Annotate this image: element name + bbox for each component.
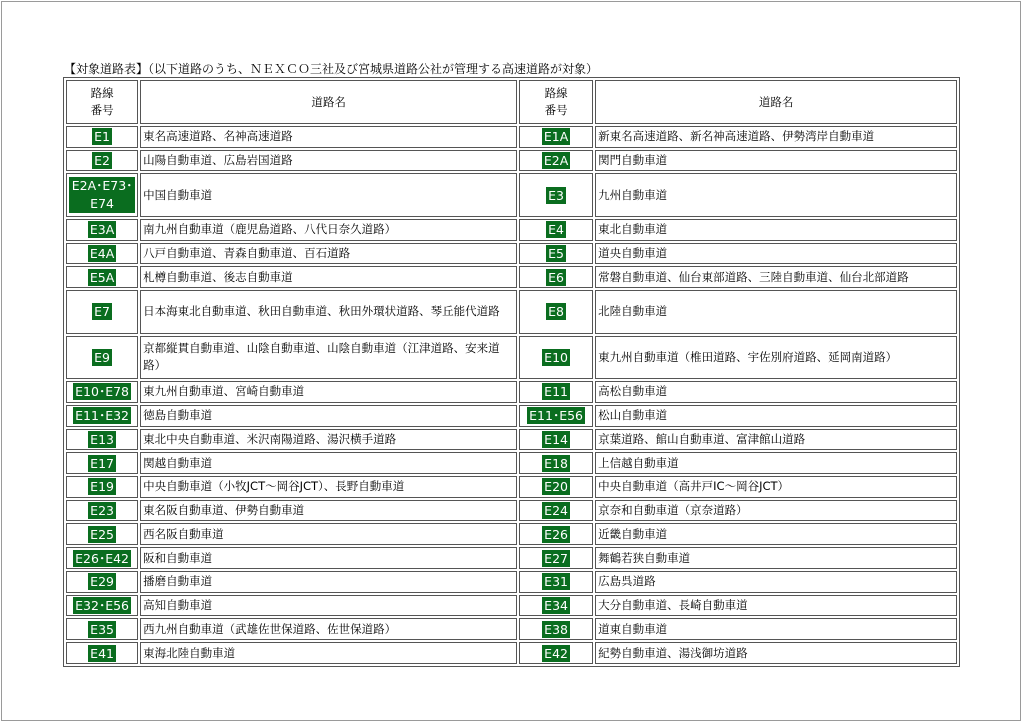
route-badge: E5	[548, 246, 564, 262]
road-name-cell: 道央自動車道	[595, 243, 957, 265]
route-number-cell	[66, 429, 138, 451]
road-name-cell: 近畿自動車道	[595, 523, 957, 545]
table-row	[66, 381, 957, 403]
route-number-cell	[519, 500, 593, 522]
road-name-cell: 紀勢自動車道、湯浅御坊道路	[595, 642, 957, 664]
road-name-cell: 道東自動車道	[595, 618, 957, 640]
table-row	[66, 618, 957, 640]
route-badge: E11	[544, 384, 568, 400]
route-badge: E6	[548, 269, 564, 285]
route-badge: E2A･E73･E74	[69, 177, 135, 213]
road-name-cell: 東名阪自動車道、伊勢自動車道	[140, 500, 517, 522]
road-name-cell: 札樽自動車道、後志自動車道	[140, 266, 517, 288]
table-row	[66, 243, 957, 265]
route-number-cell	[66, 126, 138, 148]
route-number-cell	[519, 642, 593, 664]
table-row	[66, 150, 957, 172]
document-page	[1, 1, 1021, 721]
route-number-cell	[519, 381, 593, 403]
route-badge: E34	[544, 598, 568, 614]
road-name-header: 道路名	[140, 80, 517, 124]
road-name-cell: 高松自動車道	[595, 381, 957, 403]
route-badge: E41	[90, 645, 114, 661]
table-row	[66, 336, 957, 379]
road-name-cell: 高知自動車道	[140, 595, 517, 617]
route-number-cell	[66, 571, 138, 593]
route-number-cell	[519, 150, 593, 172]
route-badge: E32･E56	[75, 598, 129, 614]
route-number-cell	[519, 336, 593, 379]
route-number-cell	[519, 219, 593, 241]
table-row	[66, 173, 957, 216]
route-number-cell	[66, 452, 138, 474]
route-badge: E19	[90, 479, 114, 495]
table-header-row	[66, 80, 957, 124]
road-name-cell: 新東名高速道路、新名神高速道路、伊勢湾岸自動車道	[595, 126, 957, 148]
route-number-cell	[66, 500, 138, 522]
route-number-cell	[519, 290, 593, 333]
road-name-cell: 関門自動車道	[595, 150, 957, 172]
road-name-cell: 山陽自動車道、広島岩国道路	[140, 150, 517, 172]
route-badge: E20	[544, 479, 568, 495]
route-badge: E3A	[89, 222, 115, 238]
route-badge: E13	[90, 431, 114, 447]
road-name-cell: 八戸自動車道、青森自動車道、百石道路	[140, 243, 517, 265]
route-badge: E5A	[89, 269, 115, 285]
road-name-cell: 東九州自動車道（椎田道路、宇佐別府道路、延岡南道路）	[595, 336, 957, 379]
road-name-cell: 九州自動車道	[595, 173, 957, 216]
route-badge: E23	[90, 503, 114, 519]
route-number-cell	[66, 618, 138, 640]
route-number-cell	[519, 618, 593, 640]
table-row	[66, 219, 957, 241]
road-name-cell: 松山自動車道	[595, 405, 957, 427]
road-name-cell: 西九州自動車道（武雄佐世保道路、佐世保道路）	[140, 618, 517, 640]
route-number-cell	[66, 336, 138, 379]
route-badge: E31	[544, 574, 568, 590]
route-badge: E35	[90, 621, 114, 637]
route-badge: E14	[544, 431, 568, 447]
route-number-cell	[66, 523, 138, 545]
table-row	[66, 405, 957, 427]
road-name-cell: 南九州自動車道（鹿児島道路、八代日奈久道路）	[140, 219, 517, 241]
table-heading: 【対象道路表】（以下道路のうち、ＮＥＸＣＯ三社及び宮城県道路公社が管理する高速道路が対象）	[64, 62, 599, 76]
route-badge: E26･E42	[75, 550, 129, 566]
route-number-cell	[66, 290, 138, 333]
road-name-cell: 西名阪自動車道	[140, 523, 517, 545]
route-number-cell	[519, 595, 593, 617]
road-name-cell: 東海北陸自動車道	[140, 642, 517, 664]
road-name-cell: 東北中央自動車道、米沢南陽道路、湯沢横手道路	[140, 429, 517, 451]
road-name-cell: 徳島自動車道	[140, 405, 517, 427]
route-badge: E11･E56	[529, 408, 583, 424]
route-badge: E25	[90, 526, 114, 542]
route-number-cell	[519, 243, 593, 265]
road-name-cell: 京葉道路、館山自動車道、富津館山道路	[595, 429, 957, 451]
route-badge: E38	[544, 621, 568, 637]
route-badge: E4	[548, 222, 564, 238]
route-number-cell	[66, 476, 138, 498]
road-name-cell: 東名高速道路、名神高速道路	[140, 126, 517, 148]
route-badge: E3	[548, 187, 564, 203]
route-number-cell	[66, 266, 138, 288]
road-name-cell: 阪和自動車道	[140, 547, 517, 569]
route-number-cell	[66, 173, 138, 216]
route-number-cell	[66, 595, 138, 617]
road-table	[63, 77, 960, 667]
table-row	[66, 290, 957, 333]
route-badge: E29	[90, 574, 114, 590]
road-name-cell: 中国自動車道	[140, 173, 517, 216]
road-name-cell: 播磨自動車道	[140, 571, 517, 593]
route-badge: E1	[94, 129, 110, 145]
route-badge: E27	[544, 550, 568, 566]
table-row	[66, 523, 957, 545]
road-name-cell: 常磐自動車道、仙台東部道路、三陸自動車道、仙台北部道路	[595, 266, 957, 288]
route-badge: E2	[94, 153, 110, 169]
route-number-cell	[66, 150, 138, 172]
route-number-cell	[66, 243, 138, 265]
road-name-header: 道路名	[595, 80, 957, 124]
route-badge: E8	[548, 304, 564, 320]
route-badge: E1A	[543, 129, 569, 145]
route-number-cell	[66, 219, 138, 241]
road-name-cell: 大分自動車道、長崎自動車道	[595, 595, 957, 617]
route-number-cell	[66, 642, 138, 664]
road-name-cell: 京都縦貫自動車道、山陰自動車道、山陰自動車道（江津道路、安来道路）	[140, 336, 517, 379]
road-name-cell: 東九州自動車道、宮崎自動車道	[140, 381, 517, 403]
road-name-cell: 東北自動車道	[595, 219, 957, 241]
table-row	[66, 476, 957, 498]
route-number-cell	[519, 266, 593, 288]
route-number-cell	[519, 523, 593, 545]
road-name-cell: 広島呉道路	[595, 571, 957, 593]
table-row	[66, 500, 957, 522]
table-row	[66, 126, 957, 148]
route-badge: E17	[90, 455, 114, 471]
route-number-cell	[519, 452, 593, 474]
route-number-header: 路線 番号	[66, 80, 138, 124]
route-number-header: 路線 番号	[519, 80, 593, 124]
road-name-cell: 関越自動車道	[140, 452, 517, 474]
route-badge: E11･E32	[75, 408, 129, 424]
route-badge: E10	[544, 349, 568, 365]
route-badge: E4A	[89, 246, 115, 262]
route-number-cell	[519, 571, 593, 593]
table-row	[66, 571, 957, 593]
table-row	[66, 547, 957, 569]
route-number-cell	[519, 547, 593, 569]
route-number-cell	[519, 405, 593, 427]
route-badge: E7	[94, 304, 110, 320]
route-number-cell	[519, 429, 593, 451]
route-number-cell	[66, 405, 138, 427]
road-name-cell: 中央自動車道（小牧JCT～岡谷JCT）、長野自動車道	[140, 476, 517, 498]
route-badge: E10･E78	[75, 384, 129, 400]
table-row	[66, 429, 957, 451]
route-number-cell	[519, 476, 593, 498]
route-badge: E42	[544, 645, 568, 661]
route-badge: E24	[544, 503, 568, 519]
route-number-cell	[66, 547, 138, 569]
table-row	[66, 452, 957, 474]
route-number-cell	[519, 126, 593, 148]
road-name-cell: 舞鶴若狭自動車道	[595, 547, 957, 569]
road-name-cell: 中央自動車道（高井戸IC～岡谷JCT）	[595, 476, 957, 498]
table-row	[66, 266, 957, 288]
route-badge: E26	[544, 526, 568, 542]
route-number-cell	[519, 173, 593, 216]
route-badge: E9	[94, 349, 110, 365]
route-badge: E18	[544, 455, 568, 471]
road-name-cell: 日本海東北自動車道、秋田自動車道、秋田外環状道路、琴丘能代道路	[140, 290, 517, 333]
road-name-cell: 京奈和自動車道（京奈道路）	[595, 500, 957, 522]
route-number-cell	[66, 381, 138, 403]
table-body	[66, 126, 957, 664]
table-row	[66, 642, 957, 664]
road-name-cell: 北陸自動車道	[595, 290, 957, 333]
route-badge: E2A	[543, 153, 569, 169]
road-name-cell: 上信越自動車道	[595, 452, 957, 474]
table-row	[66, 595, 957, 617]
